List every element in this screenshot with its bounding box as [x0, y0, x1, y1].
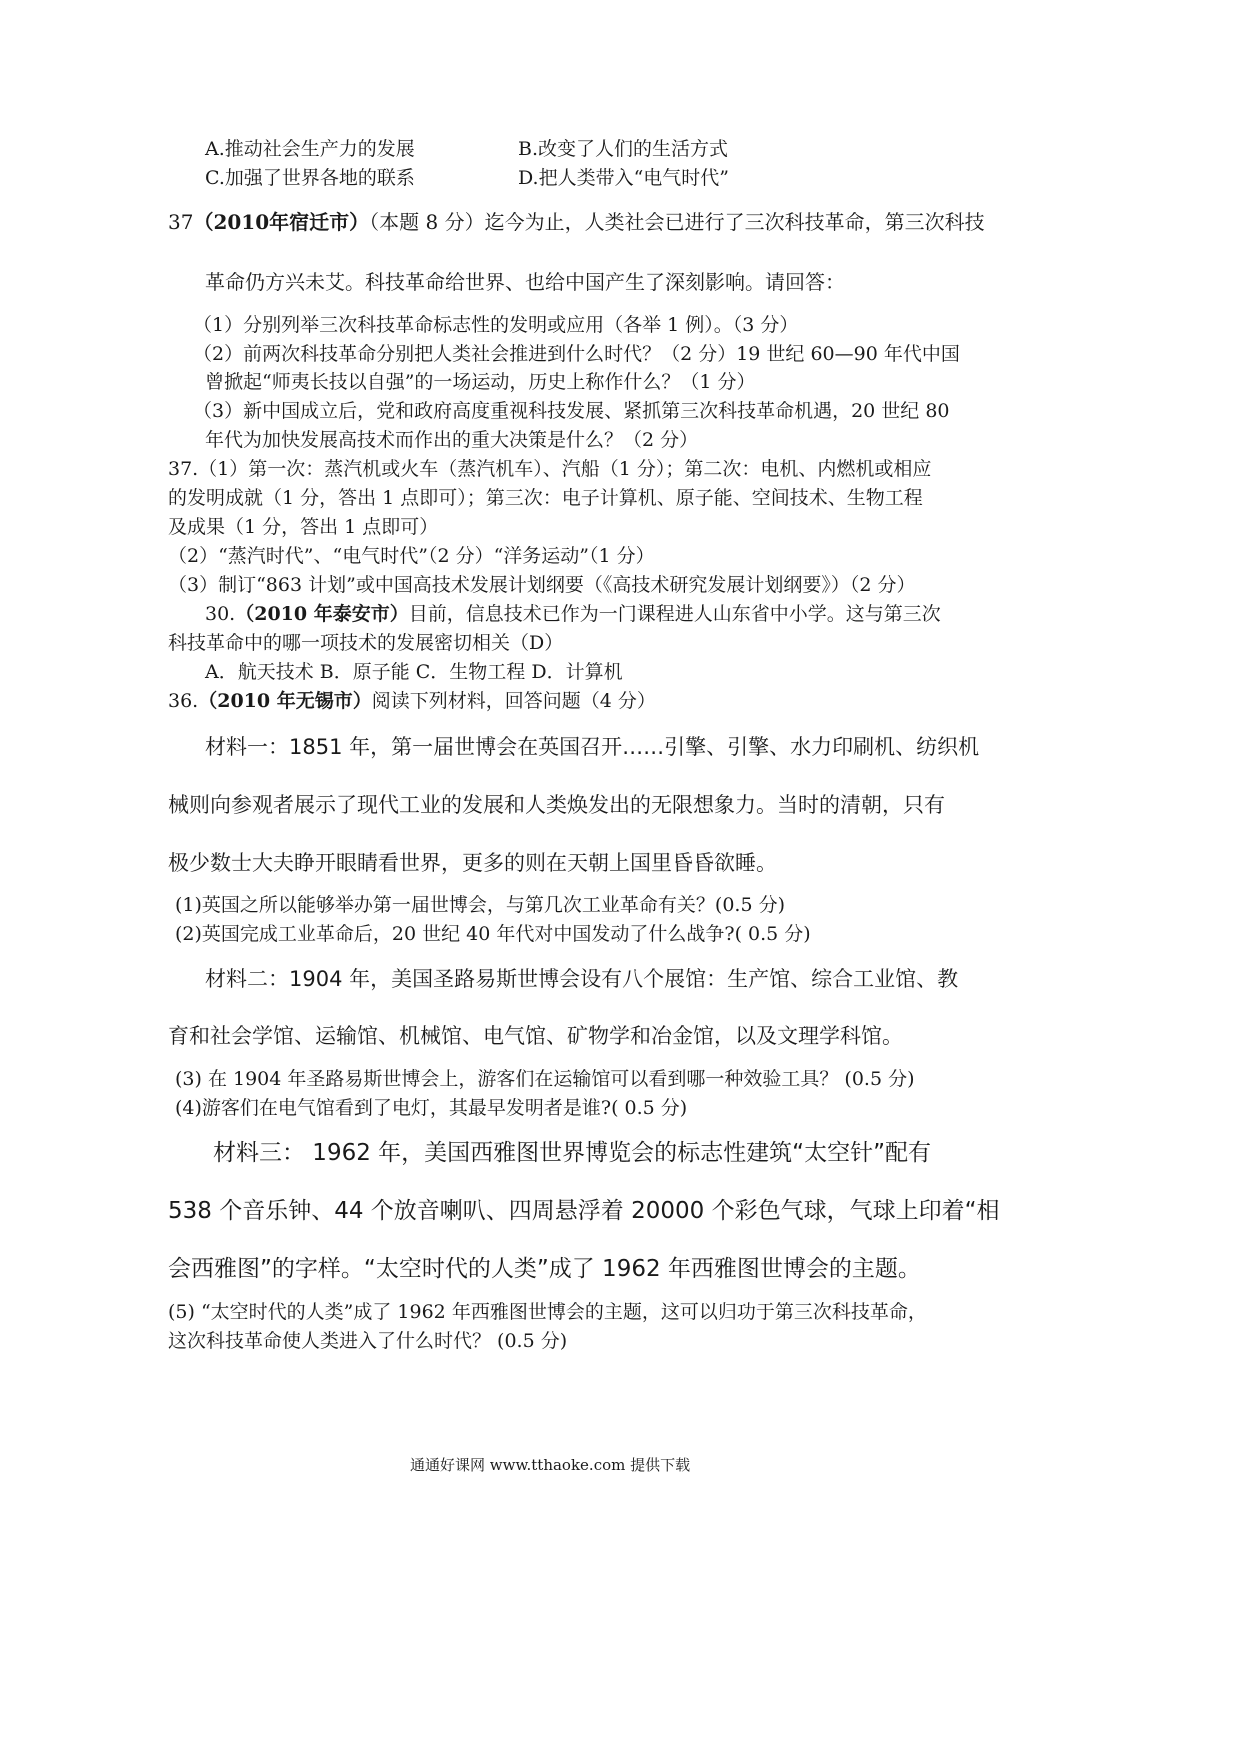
q36-sub1: (1)英国之所以能够举办第一届世博会，与第几次工业革命有关？(0.5 分): [175, 894, 785, 916]
q36-sub4: (4)游客们在电气馆看到了电灯，其最早发明者是谁?( 0.5 分): [175, 1097, 688, 1119]
material2-line1: 材料二：1904 年，美国圣路易斯世博会设有八个展馆：生产馆、综合工业馆、教: [205, 967, 959, 991]
q36-stem-text: 阅读下列材料，回答问题（4 分）: [371, 690, 656, 712]
a37-line5: （3）制订“863 计划”或中国高技术发展计划纲要（《高技术研究发展计划纲要》）（2 分）: [168, 574, 916, 596]
a37-line3: 及成果（1 分，答出 1 点即可）: [168, 516, 439, 538]
material1-line1: 材料一：1851 年，第一届世博会在英国召开……引擎、引擎、水力印刷机、纺织机: [205, 735, 980, 759]
q37-number: 37: [168, 210, 194, 234]
material3-line2: 538 个音乐钟、44 个放音喇叭、四周悬浮着 20000 个彩色气球，气球上印着“相: [168, 1198, 1000, 1224]
option-a: A.推动社会生产力的发展: [205, 138, 415, 160]
q36-sub5-line1: (5) “太空时代的人类”成了 1962 年西雅图世博会的主题，这可以归功于第三次科技革命，: [168, 1301, 927, 1323]
q30-stem-line1: [205, 605, 941, 624]
q30-stem-line2: 科技革命中的哪一项技术的发展密切相关（D）: [168, 632, 564, 654]
q36-sub3: (3) 在 1904 年圣路易斯世博会上，游客们在运输馆可以看到哪一种效验工具？ (0.5 分): [175, 1068, 915, 1090]
q37-sub3-line1: （3）新中国成立后，党和政府高度重视科技发展、紧抓第三次科技革命机遇，20 世纪 80: [193, 400, 950, 422]
q36-sub5-line2: 这次科技革命使人类进入了什么时代？ (0.5 分): [168, 1330, 568, 1352]
q37-sub2-line1: （2）前两次科技革命分别把人类社会推进到什么时代？（2 分）19 世纪 60—90 年代中国: [193, 343, 960, 365]
q36-sub2: (2)英国完成工业革命后，20 世纪 40 年代对中国发动了什么战争?( 0.5 分): [175, 923, 811, 945]
a37-line2: 的发明成就（1 分，答出 1 点即可）；第三次：电子计算机、原子能、空间技术、生物工程: [168, 487, 923, 509]
q30-number: 30.: [205, 603, 236, 625]
q37-source: （2010年宿迁市）: [193, 210, 370, 234]
material2-line2: 育和社会学馆、运输馆、机械馆、电气馆、矿物学和冶金馆，以及文理学科馆。: [168, 1024, 903, 1048]
q30-options: A．航天技术 B．原子能 C．生物工程 D．计算机: [205, 661, 623, 683]
option-b: B.改变了人们的生活方式: [518, 138, 729, 160]
q37-sub3-line2: 年代为加快发展高技术而作出的重大决策是什么？（2 分）: [205, 429, 699, 451]
a37-line4: （2）“蒸汽时代”、“电气时代”（2 分）“洋务运动”（1 分）: [168, 545, 655, 567]
q30-source: （2010 年泰安市）: [235, 603, 409, 625]
option-d: D.把人类带入“电气时代”: [518, 167, 730, 189]
footer-text: 通通好课网 www.tthaoke.com 提供下载: [410, 1456, 691, 1474]
q37-stem: （本题 8 分）迄今为止，人类社会已进行了三次科技革命，第三次科技: [369, 210, 985, 234]
material3-line1: 材料三： 1962 年，美国西雅图世界博览会的标志性建筑“太空针”配有: [213, 1140, 931, 1166]
a37-line1: 37.（1）第一次：蒸汽机或火车（蒸汽机车）、汽船（1 分）；第二次：电机、内燃机或相应: [168, 458, 932, 480]
material3-line3: 会西雅图”的字样。“太空时代的人类”成了 1962 年西雅图世博会的主题。: [168, 1256, 921, 1282]
q36-source: （2010 年无锡市）: [198, 690, 372, 712]
q37-stem-line1: [168, 212, 985, 232]
q37-sub2-line2: 曾掀起“师夷长技以自强”的一场运动，历史上称作什么？（1 分）: [205, 371, 756, 393]
q37-sub1: （1）分别列举三次科技革命标志性的发明或应用（各举 1 例）。（3 分）: [193, 314, 799, 336]
q36-number: 36.: [168, 690, 199, 712]
material1-line3: 极少数士大夫睁开眼睛看世界，更多的则在天朝上国里昏昏欲睡。: [168, 851, 777, 875]
option-c: C.加强了世界各地的联系: [205, 167, 415, 189]
q36-stem: [168, 692, 656, 711]
material1-line2: 械则向参观者展示了现代工业的发展和人类焕发出的无限想象力。当时的清朝，只有: [168, 793, 945, 817]
q37-stem-line2: 革命仍方兴未艾。科技革命给世界、也给中国产生了深刻影响。请回答：: [205, 270, 845, 294]
q30-stem: 目前，信息技术已作为一门课程进人山东省中小学。这与第三次: [408, 603, 941, 625]
